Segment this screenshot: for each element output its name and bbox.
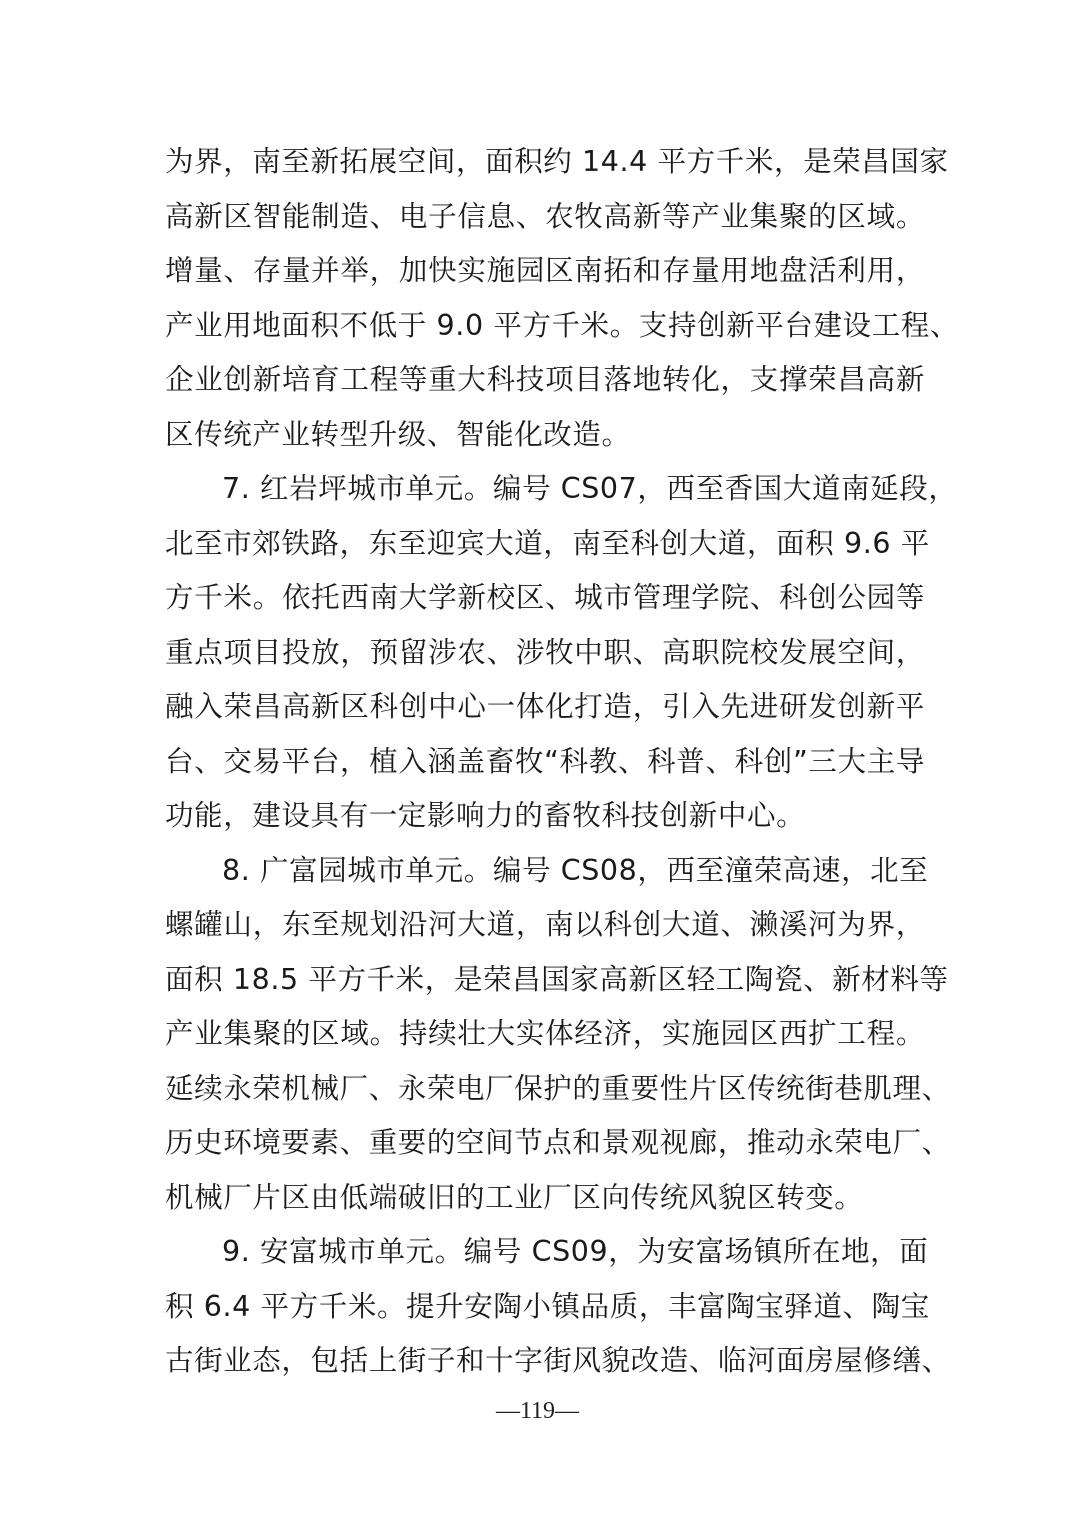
text-line: 积 6.4 平方千米。提升安陶小镇品质，丰富陶宝驿道、陶宝 [165, 1289, 930, 1323]
text-line: 台、交易平台，植入涵盖畜牧“科教、科普、科创”三大主导 [165, 744, 925, 778]
page-number: —119— [495, 1398, 580, 1424]
text-line: 为界，南至新拓展空间，面积约 14.4 平方千米，是荣昌国家 [165, 145, 949, 178]
text-line: 螺罐山，东至规划沿河大道，南以科创大道、濑溪河为界， [165, 908, 925, 941]
text-line: 北至市郊铁路，东至迎宾大道，南至科创大道，面积 9.6 平 [165, 526, 930, 560]
text-line: 重点项目投放，预留涉农、涉牧中职、高职院校发展空间， [165, 635, 925, 669]
text-line: 延续永荣机械厂、永荣电厂保护的重要性片区传统街巷肌理、 [165, 1071, 951, 1105]
text-line: 产业用地面积不低于 9.0 平方千米。支持创新平台建设工程、 [165, 308, 959, 342]
text-line: 高新区智能制造、电子信息、农牧高新等产业集聚的区域。 [165, 199, 925, 233]
text-line: 古街业态，包括上街子和十字街风貌改造、临河面房屋修缮、 [165, 1344, 951, 1377]
text-line: 面积 18.5 平方千米，是荣昌国家高新区轻工陶瓷、新材料等 [165, 962, 949, 996]
body-text [165, 135, 959, 1389]
text-line: 历史环境要素、重要的空间节点和景观视廊，推动永荣电厂、 [165, 1126, 951, 1159]
paragraph-start-line: 7. 红岩坪城市单元。编号 CS07，西至香国大道南延段， [222, 472, 958, 505]
text-line: 产业集聚的区域。持续壮大实体经济，实施园区西扩工程。 [165, 1017, 925, 1050]
text-line: 区传统产业转型升级、智能化改造。 [165, 417, 631, 451]
text-line: 融入荣昌高新区科创中心一体化打造，引入先进研发创新平 [165, 690, 925, 723]
text-line: 企业创新培育工程等重大科技项目落地转化，支撑荣昌高新 [165, 363, 925, 396]
text-line: 增量、存量并举，加快实施园区南拓和存量用地盘活利用， [165, 254, 925, 287]
text-line: 功能，建设具有一定影响力的畜牧科技创新中心。 [165, 799, 806, 832]
paragraph-start-line: 9. 安富城市单元。编号 CS09，为安富场镇所在地，面 [222, 1235, 929, 1268]
text-line: 方千米。依托西南大学新校区、城市管理学院、科创公园等 [165, 581, 925, 614]
text-line: 机械厂片区由低端破旧的工业厂区向传统风貌区转变。 [165, 1180, 864, 1214]
paragraph-start-line: 8. 广富园城市单元。编号 CS08，西至潼荣高速，北至 [222, 853, 929, 887]
